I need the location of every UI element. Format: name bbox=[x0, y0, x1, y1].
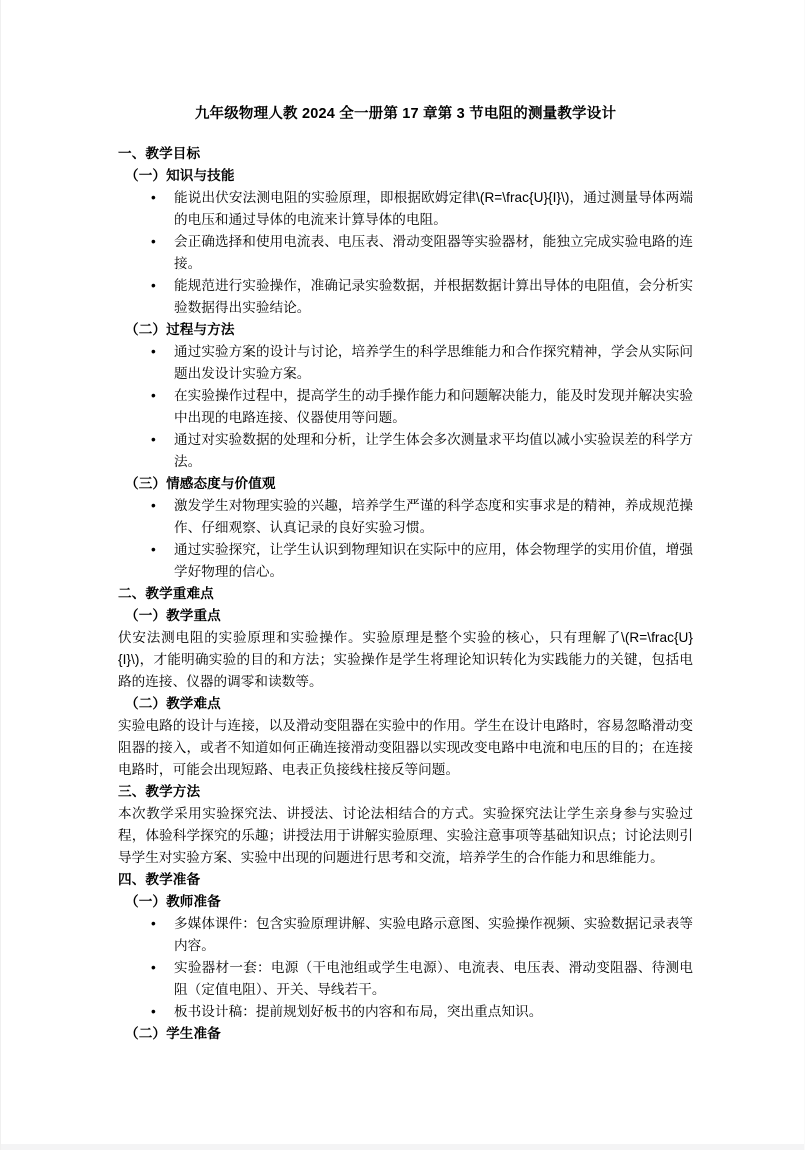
list-item: • 会正确选择和使用电流表、电压表、滑动变阻器等实验器材，能独立完成实验电路的连接。 bbox=[118, 231, 693, 275]
page-title: 九年级物理人教 2024 全一册第 17 章第 3 节电阻的测量教学设计 bbox=[194, 106, 617, 122]
bullet-list-teacher-preparation bbox=[118, 913, 693, 1023]
section-heading-teaching-preparation: 四、教学准备 bbox=[118, 872, 201, 888]
subsection-heading-student-preparation: （二）学生准备 bbox=[125, 1026, 221, 1042]
list-item: • 通过实验方案的设计与讨论，培养学生的科学思维能力和合作探究精神，学会从实际问题出发设计实验方案。 bbox=[118, 341, 693, 385]
paragraph-key-points: 伏安法测电阻的实验原理和实验操作。实验原理是整个实验的核心，只有理解了\(R=\frac{U}{I}\)，才能明确实验的目的和方法；实验操作是学生将理论知识转化为实践能力的关键，包括电路的连接、仪器的调零和读数等。 bbox=[118, 630, 693, 690]
document-body bbox=[118, 104, 693, 1045]
paragraph-teaching-methods: 本次教学采用实验探究法、讲授法、讨论法相结合的方式。实验探究法让学生亲身参与实验过程，体验科学探究的乐趣；讲授法用于讲解实验原理、实验注意事项等基础知识点；讨论法则引导学生对实验方案、实验中出现的问题进行思考和交流，培养学生的合作能力和思维能力。 bbox=[118, 806, 693, 866]
subsection-heading-knowledge-and-skills: （一）知识与技能 bbox=[125, 167, 235, 183]
subsection-heading-process-and-method: （二）过程与方法 bbox=[125, 321, 235, 337]
list-item: • 多媒体课件：包含实验原理讲解、实验电路示意图、实验操作视频、实验数据记录表等内容。 bbox=[118, 913, 693, 957]
subsection-heading-key-points: （一）教学重点 bbox=[125, 608, 221, 624]
list-item: • 在实验操作过程中，提高学生的动手操作能力和问题解决能力，能及时发现并解决实验中出现的电路连接、仪器使用等问题。 bbox=[118, 385, 693, 429]
list-item: • 激发学生对物理实验的兴趣，培养学生严谨的科学态度和实事求是的精神，养成规范操作、仔细观察、认真记录的良好实验习惯。 bbox=[118, 495, 693, 539]
section-heading-key-and-difficult-points: 二、教学重难点 bbox=[118, 586, 214, 602]
list-item: • 通过对实验数据的处理和分析，让学生体会多次测量求平均值以减小实验误差的科学方法。 bbox=[118, 429, 693, 473]
paragraph-difficult-points: 实验电路的设计与连接，以及滑动变阻器在实验中的作用。学生在设计电路时，容易忽略滑动变阻器的接入，或者不知道如何正确连接滑动变阻器以实现改变电路中电流和电压的目的；在连接电路时，可能会出现短路、电表正负接线柱接反等问题。 bbox=[118, 718, 693, 778]
bullet-list-process-and-method bbox=[118, 341, 693, 473]
list-item: • 通过实验探究，让学生认识到物理知识在实际中的应用，体会物理学的实用价值，增强学好物理的信心。 bbox=[118, 539, 693, 583]
list-item: • 实验器材一套：电源（干电池组或学生电源）、电流表、电压表、滑动变阻器、待测电阻（定值电阻）、开关、导线若干。 bbox=[118, 957, 693, 1001]
list-item: • 能规范进行实验操作，准确记录实验数据，并根据数据计算出导体的电阻值，会分析实验数据得出实验结论。 bbox=[118, 275, 693, 319]
section-heading-teaching-objectives: 一、教学目标 bbox=[118, 145, 201, 161]
bullet-list-emotion-attitude-values bbox=[118, 495, 693, 583]
list-item: • 板书设计稿：提前规划好板书的内容和布局，突出重点知识。 bbox=[118, 1001, 693, 1023]
subsection-heading-difficult-points: （二）教学难点 bbox=[125, 696, 221, 712]
section-heading-teaching-methods: 三、教学方法 bbox=[118, 784, 201, 800]
bullet-list-knowledge-and-skills bbox=[118, 187, 693, 319]
subsection-heading-teacher-preparation: （一）教师准备 bbox=[125, 894, 221, 910]
subsection-heading-emotion-attitude-values: （三）情感态度与价值观 bbox=[125, 475, 276, 491]
page-bottom-edge bbox=[1, 1144, 804, 1150]
list-item: • 能说出伏安法测电阻的实验原理，即根据欧姆定律\(R=\frac{U}{I}\)，通过测量导体两端的电压和通过导体的电流来计算导体的电阻。 bbox=[118, 187, 693, 231]
